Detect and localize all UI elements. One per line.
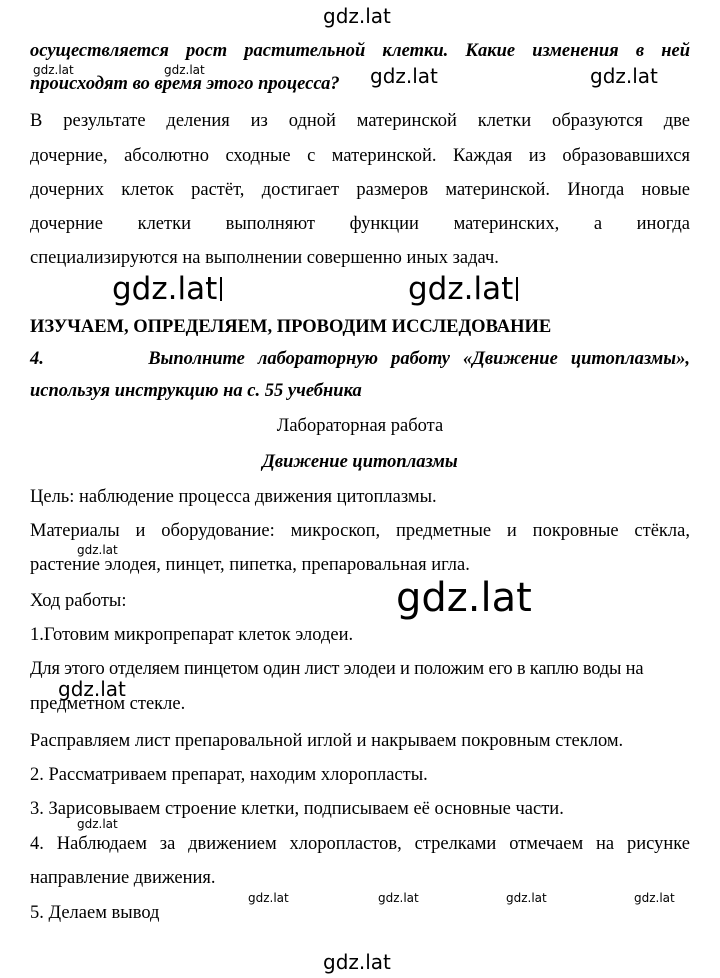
task-line-2: используя инструкцию на с. 55 учебника [30, 381, 362, 401]
answer-line-3: дочерних клеток растёт, достигает размеров материнской. Иногда новые [30, 180, 690, 200]
materials-line-1: Материалы и оборудование: микроскоп, предметные и покровные стёкла, [30, 521, 690, 541]
watermark: gdz.lat [634, 891, 675, 905]
watermark [112, 271, 222, 307]
lab-subtitle: Движение цитоплазмы [262, 452, 458, 472]
watermark: gdz.lat [323, 4, 391, 28]
watermark: gdz.lat [164, 63, 205, 77]
question-line-2: происходят во время этого процесса? [30, 74, 340, 94]
step-4-line-1: 4. Наблюдаем за движением хлоропластов, стрелками отмечаем на рисунке [30, 834, 690, 854]
goal-line: Цель: наблюдение процесса движения цитоплазмы. [30, 487, 437, 507]
step-1-detail-2: предметном стекле. [30, 694, 186, 714]
watermark-caret [516, 277, 518, 301]
watermark: gdz.lat [506, 891, 547, 905]
watermark: gdz.lat [378, 891, 419, 905]
watermark: gdz.lat [396, 575, 532, 621]
watermark: gdz.lat [58, 677, 126, 701]
step-3: 3. Зарисовываем строение клетки, подписываем её основные части. [30, 799, 564, 819]
step-1-detail-3: Расправляем лист препаровальной иглой и накрываем покровным стеклом. [30, 731, 624, 751]
watermark: gdz.lat [248, 891, 289, 905]
procedure-heading: Ход работы: [30, 591, 127, 611]
watermark: gdz.lat [370, 64, 438, 88]
section-heading: ИЗУЧАЕМ, ОПРЕДЕЛЯЕМ, ПРОВОДИМ ИССЛЕДОВАНИЕ [30, 317, 552, 337]
watermark-caret [220, 277, 222, 301]
watermark: gdz.lat [77, 817, 118, 831]
watermark: gdz.lat [77, 543, 118, 557]
question-line-1: осуществляется рост растительной клетки. Какие изменения в ней [30, 41, 690, 61]
answer-line-4: дочерние клетки выполняют функции материнских, а иногда [30, 214, 690, 234]
task-line-1: 4. Выполните лабораторную работу «Движение цитоплазмы», [30, 349, 690, 369]
answer-line-5: специализируются на выполнении совершенно иных задач. [30, 248, 499, 268]
watermark: gdz.lat [590, 64, 658, 88]
watermark-text: gdz.lat [408, 271, 514, 307]
watermark-text: gdz.lat [112, 271, 218, 307]
step-2: 2. Рассматриваем препарат, находим хлоропласты. [30, 765, 428, 785]
watermark: gdz.lat [323, 950, 391, 974]
answer-line-2: дочерние, абсолютно сходные с материнской. Каждая из образовавшихся [30, 146, 690, 166]
answer-line-1: В результате деления из одной материнской клетки образуются две [30, 111, 690, 131]
step-4-line-2: направление движения. [30, 868, 216, 888]
step-1: 1.Готовим микропрепарат клеток элодеи. [30, 625, 354, 645]
step-5: 5. Делаем вывод [30, 903, 160, 923]
materials-line-2: растение элодея, пинцет, пипетка, препаровальная игла. [30, 555, 470, 575]
watermark: gdz.lat [33, 63, 74, 77]
step-1-detail-1: Для этого отделяем пинцетом один лист элодеи и положим его в каплю воды на [30, 659, 644, 679]
lab-title: Лабораторная работа [276, 416, 444, 436]
watermark [408, 271, 518, 307]
